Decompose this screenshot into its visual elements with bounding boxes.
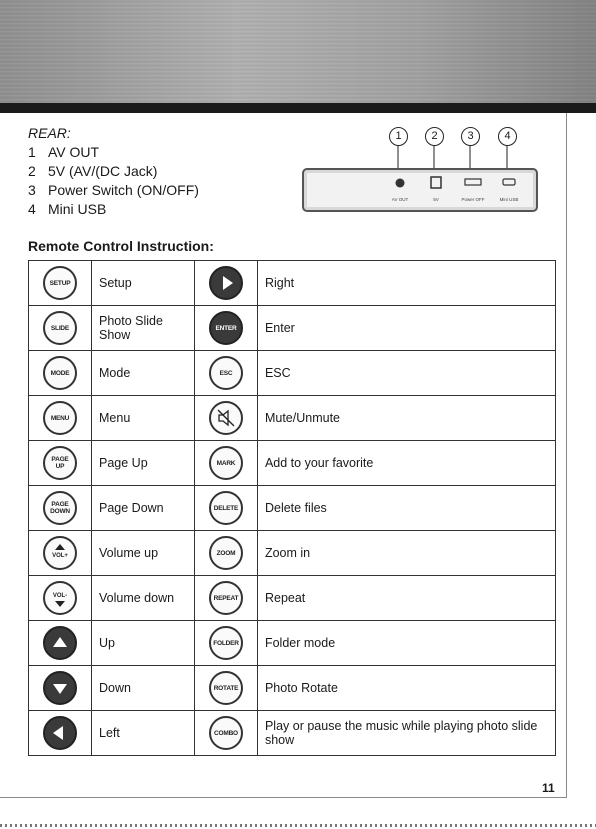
remote-button-description: Add to your favorite: [257, 441, 555, 486]
remote-button-description: Folder mode: [257, 621, 555, 666]
remote-button-cell: [29, 396, 92, 441]
remote-button-cell: [194, 621, 257, 666]
remote-button-cell: [29, 261, 92, 306]
remote-control-title: Remote Control Instruction:: [28, 238, 214, 254]
av-out-port-icon: [396, 179, 405, 188]
rear-item-text: Mini USB: [48, 201, 107, 217]
remote-button-description: Down: [92, 666, 195, 711]
icon-label: ZOOM: [216, 549, 236, 557]
device-rear-diagram: [298, 127, 538, 213]
remote-control-table: [28, 260, 556, 756]
enter-icon: [209, 311, 243, 345]
remote-button-description: Page Up: [92, 441, 195, 486]
rotate-icon: [209, 671, 243, 705]
remote-button-description: ESC: [257, 351, 555, 396]
port-label-5v: 5V: [433, 197, 439, 202]
remote-row: [29, 441, 556, 486]
remote-button-description: Mode: [92, 351, 195, 396]
mute-icon: [209, 401, 243, 435]
delete-icon: [209, 491, 243, 525]
remote-button-description: Right: [257, 261, 555, 306]
icon-label: PAGE DOWN: [50, 501, 70, 515]
repeat-icon: [209, 581, 243, 615]
remote-row: [29, 531, 556, 576]
remote-button-description: Mute/Unmute: [257, 396, 555, 441]
rear-item: [28, 143, 199, 162]
remote-button-description: Setup: [92, 261, 195, 306]
callout-4: 4: [498, 127, 517, 146]
svg-text:VOL+: VOL+: [52, 553, 68, 559]
slide-icon: [43, 311, 77, 345]
remote-button-description: Menu: [92, 396, 195, 441]
mini-usb-port-icon: [503, 179, 515, 185]
icon-label: COMBO: [214, 729, 238, 737]
rear-item-number: 3: [28, 182, 36, 198]
remote-row: [29, 261, 556, 306]
icon-label: PAGE UP: [51, 456, 69, 470]
remote-button-cell: [194, 711, 257, 756]
device-body: [302, 168, 538, 212]
remote-button-description: Play or pause the music while playing photo slide show: [257, 711, 555, 756]
rear-item: [28, 181, 199, 200]
header-band: [0, 0, 596, 103]
bottom-rule: [0, 797, 566, 798]
svg-text:VOL-: VOL-: [52, 593, 68, 599]
icon-label: MENU: [50, 414, 70, 422]
header-rule: [0, 103, 596, 113]
icon-label: DELETE: [213, 504, 239, 512]
rear-item-text: AV OUT: [48, 144, 100, 160]
remote-button-cell: [29, 441, 92, 486]
rear-block: [28, 124, 199, 219]
remote-button-description: Volume up: [92, 531, 195, 576]
remote-button-cell: [194, 441, 257, 486]
vol-plus-icon: [43, 536, 77, 570]
remote-button-cell: [194, 531, 257, 576]
icon-label: REPEAT: [213, 594, 239, 602]
remote-button-cell: [29, 486, 92, 531]
remote-button-description: Delete files: [257, 486, 555, 531]
mark-icon: [209, 446, 243, 480]
port-label-av: AV OUT: [391, 197, 409, 202]
rear-title: REAR:: [28, 125, 71, 141]
remote-button-description: Page Down: [92, 486, 195, 531]
icon-label: MODE: [50, 369, 70, 377]
remote-button-cell: [29, 306, 92, 351]
remote-button-description: Photo Slide Show: [92, 306, 195, 351]
power-switch-icon: [465, 179, 481, 185]
remote-row: [29, 486, 556, 531]
remote-button-cell: [194, 486, 257, 531]
dotted-foot: [0, 824, 596, 827]
rear-item: [28, 200, 199, 219]
callout-3: 3: [461, 127, 480, 146]
port-label-power: Power OFF: [461, 197, 485, 202]
remote-button-cell: [29, 576, 92, 621]
icon-label: FOLDER: [213, 639, 239, 647]
port-label-usb: Mini USB: [499, 197, 519, 202]
remote-button-cell: [194, 666, 257, 711]
mode-icon: [43, 356, 77, 390]
remote-button-cell: [194, 306, 257, 351]
remote-button-cell: [29, 666, 92, 711]
remote-button-cell: [194, 396, 257, 441]
remote-button-cell: [194, 351, 257, 396]
dc-jack-port-icon: [431, 177, 441, 188]
side-rule: [566, 113, 567, 798]
up-arrow-icon: [43, 626, 77, 660]
rear-list: [28, 143, 199, 219]
setup-icon: [43, 266, 77, 300]
rear-item-text: 5V (AV/(DC Jack): [48, 163, 158, 179]
zoom-icon: [209, 536, 243, 570]
remote-button-cell: [29, 621, 92, 666]
callout-1: 1: [389, 127, 408, 146]
rear-item-number: 4: [28, 201, 36, 217]
menu-icon: [43, 401, 77, 435]
remote-row: [29, 711, 556, 756]
icon-label: ENTER: [215, 324, 237, 332]
combo-icon: [209, 716, 243, 750]
remote-button-cell: [29, 351, 92, 396]
remote-row: [29, 621, 556, 666]
rear-item-number: 2: [28, 163, 36, 179]
icon-label: MARK: [216, 459, 236, 467]
rear-item: [28, 162, 199, 181]
rear-item-text: Power Switch (ON/OFF): [48, 182, 199, 198]
remote-button-cell: [194, 576, 257, 621]
remote-row: [29, 576, 556, 621]
esc-icon: [209, 356, 243, 390]
remote-button-description: Volume down: [92, 576, 195, 621]
remote-row: [29, 396, 556, 441]
remote-button-description: Up: [92, 621, 195, 666]
page-number: 11: [542, 781, 555, 795]
folder-icon: [209, 626, 243, 660]
remote-button-cell: [194, 261, 257, 306]
remote-button-cell: [29, 531, 92, 576]
page-down-icon: [43, 491, 77, 525]
remote-row: [29, 666, 556, 711]
down-arrow-icon: [43, 671, 77, 705]
remote-button-cell: [29, 711, 92, 756]
remote-button-description: Repeat: [257, 576, 555, 621]
remote-button-description: Enter: [257, 306, 555, 351]
icon-label: ROTATE: [213, 684, 239, 692]
remote-button-description: Left: [92, 711, 195, 756]
right-arrow-icon: [209, 266, 243, 300]
icon-label: SETUP: [49, 279, 71, 287]
remote-row: [29, 351, 556, 396]
icon-label: ESC: [219, 369, 233, 377]
page-up-icon: [43, 446, 77, 480]
remote-button-description: Photo Rotate: [257, 666, 555, 711]
rear-item-number: 1: [28, 144, 36, 160]
vol-minus-icon: [43, 581, 77, 615]
icon-label: SLIDE: [50, 324, 70, 332]
callout-2: 2: [425, 127, 444, 146]
remote-button-description: Zoom in: [257, 531, 555, 576]
left-arrow-icon: [43, 716, 77, 750]
remote-row: [29, 306, 556, 351]
